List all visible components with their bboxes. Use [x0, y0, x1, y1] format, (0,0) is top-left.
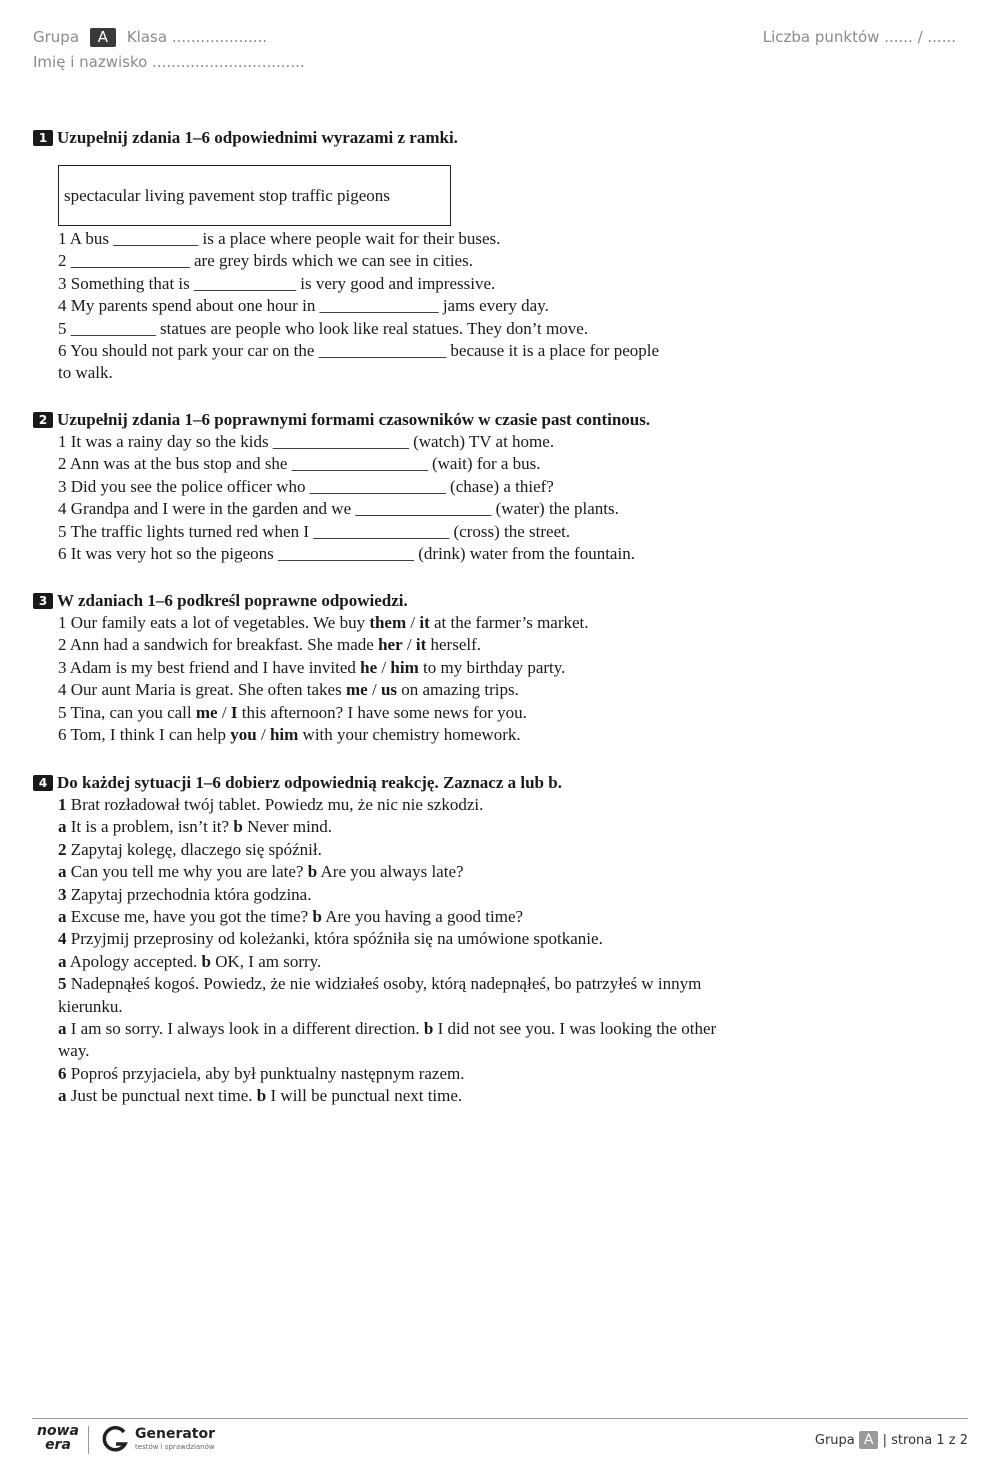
line-text: at the farmer’s market.: [429, 613, 589, 632]
option-b-label[interactable]: b: [201, 951, 211, 971]
line-text: 4 Our aunt Maria is great. She often takes: [58, 680, 346, 700]
line-text: to my birthday party.: [418, 657, 566, 677]
exercise-number-badge: 4: [33, 775, 53, 791]
response-line: [58, 816, 733, 838]
situation-text: Nadepnąłeś kogoś. Powiedz, że nie widziałeś osoby, którą nadepnąłeś, bo patrzyłeś w innym kierunku.: [58, 974, 702, 1016]
option-a-label[interactable]: a: [58, 817, 67, 837]
nowa-era-logo: [33, 1424, 83, 1452]
class-field: Klasa ....................: [126, 28, 268, 46]
exercise-line: 4 My parents spend about one hour in ______________ jams every day.: [58, 296, 549, 316]
situation-text: Zapytaj kolegę, dlaczego się spóźnił.: [66, 839, 322, 859]
option-b[interactable]: him: [269, 725, 299, 745]
exercise-line: 2 Ann was at the bus stop and she ________________ (wait) for a bus.: [58, 454, 541, 474]
situation-number: 3: [58, 884, 67, 904]
option-a-label[interactable]: a: [58, 951, 67, 971]
exercise-line: 2 ______________ are grey birds which we can see in cities.: [58, 251, 473, 271]
situation-text: Przyjmij przeprosiny od koleżanki, która spóźniła się na umówione spotkanie.: [66, 929, 603, 949]
exercise-line: 5 __________ statues are people who look like real statues. They don’t move.: [58, 318, 589, 338]
exercise-4-lines: [33, 794, 733, 1108]
exercise-4-title: [33, 772, 733, 794]
line-text: on amazing trips.: [397, 680, 519, 700]
option-b-label[interactable]: b: [256, 1086, 267, 1106]
exercise-number-badge: 3: [33, 593, 53, 609]
exercise-3-title: [33, 590, 733, 612]
generator-logo: [100, 1424, 216, 1454]
footer-divider: [32, 1418, 968, 1419]
situation-line: [58, 973, 733, 1018]
option-a[interactable]: you: [230, 725, 257, 745]
response-line: [58, 951, 733, 973]
option-a[interactable]: them: [369, 613, 407, 632]
option-b-label[interactable]: b: [423, 1019, 434, 1039]
option-a-label[interactable]: a: [58, 862, 67, 882]
separator: /: [256, 725, 270, 745]
option-b[interactable]: us: [380, 680, 398, 700]
option-b-text: OK, I am sorry.: [210, 951, 322, 971]
word-box: spectacular living pavement stop traffic pigeons: [58, 165, 451, 226]
option-b-text: I will be punctual next time.: [266, 1086, 463, 1106]
line-text: 3 Adam is my best friend and I have invited: [58, 657, 361, 677]
response-line: [58, 1018, 733, 1063]
situation-text: Zapytaj przechodnia która godzina.: [66, 884, 312, 904]
response-line: [58, 861, 733, 883]
situation-text: Brat rozładował twój tablet. Powiedz mu, że nic nie szkodzi.: [66, 795, 484, 814]
option-b-text: Are you having a good time?: [321, 907, 524, 927]
response-line: [58, 1085, 733, 1107]
exercise-1-title: [33, 127, 733, 149]
page-number: | strona 1 z 2: [882, 1433, 968, 1448]
choice-line: [58, 679, 733, 701]
exercise-2-title: [33, 409, 733, 431]
line-text: 2 Ann had a sandwich for breakfast. She made: [58, 635, 379, 655]
exercise-line: to walk.: [58, 363, 113, 383]
logo-top-text: nowa: [37, 1423, 79, 1439]
choice-line: [58, 724, 733, 746]
points-field: Liczba punktów ...... / ......: [762, 28, 956, 46]
line-text: this afternoon? I have some news for you.: [237, 702, 527, 722]
choice-line: [58, 612, 733, 634]
option-b-text: Are you always late?: [317, 862, 464, 882]
choice-line: [58, 634, 733, 656]
group-badge: A: [90, 28, 116, 47]
separator: /: [377, 657, 391, 677]
separator: /: [217, 702, 231, 722]
situation-line: [58, 839, 733, 861]
logo-divider: [88, 1426, 89, 1454]
situation-number: 5: [58, 974, 67, 994]
exercise-line: 5 The traffic lights turned red when I ________________ (cross) the street.: [58, 521, 571, 541]
option-a-text: Excuse me, have you got the time?: [66, 907, 313, 927]
option-b-label[interactable]: b: [233, 817, 243, 837]
separator: /: [367, 680, 381, 700]
option-a[interactable]: me: [195, 702, 218, 722]
option-b[interactable]: it: [419, 613, 430, 632]
situation-line: [58, 928, 733, 950]
generator-subtitle: testów i sprawdzianów: [135, 1443, 215, 1451]
option-a-label[interactable]: a: [58, 907, 67, 927]
response-line: [58, 906, 733, 928]
exercise-1-lines: [33, 228, 758, 385]
exercise-line: 6 You should not park your car on the _______________ because it is a place for people: [58, 341, 660, 361]
option-a-text: It is a problem, isn’t it?: [66, 817, 234, 837]
footer-page-info: [815, 1431, 968, 1449]
generator-g-icon: [100, 1424, 130, 1454]
option-b[interactable]: it: [415, 635, 427, 655]
separator: /: [406, 613, 420, 632]
option-a-text: Apology accepted.: [66, 951, 202, 971]
separator: /: [402, 635, 416, 655]
option-b-label[interactable]: b: [307, 862, 318, 882]
option-b[interactable]: I: [230, 702, 238, 722]
footer-group-badge: A: [859, 1431, 879, 1449]
option-a-label[interactable]: a: [58, 1019, 67, 1039]
option-a[interactable]: he: [360, 657, 378, 677]
exercise-3: [33, 590, 733, 746]
option-a-text: Just be punctual next time.: [66, 1086, 257, 1106]
line-text: 6 Tom, I think I can help: [58, 725, 231, 745]
line-text: with your chemistry homework.: [298, 725, 521, 745]
exercise-title-text: Uzupełnij zdania 1–6 odpowiednimi wyrazami z ramki.: [57, 128, 458, 147]
exercise-title-text: Uzupełnij zdania 1–6 poprawnymi formami czasowników w czasie past continous.: [57, 410, 651, 429]
header-group: [33, 28, 267, 47]
situation-text: Poproś przyjaciela, aby był punktualny następnym razem.: [66, 1063, 465, 1083]
option-b-text: Never mind.: [242, 817, 333, 837]
footer-group-label: Grupa: [814, 1433, 855, 1448]
generator-title: Generator: [135, 1426, 216, 1442]
exercise-number-badge: 2: [33, 412, 53, 428]
option-b-label[interactable]: b: [312, 907, 322, 927]
exercise-3-lines: [33, 612, 733, 746]
line-text: herself.: [426, 635, 482, 655]
option-a[interactable]: me: [345, 680, 368, 700]
group-label: Grupa: [33, 28, 80, 46]
exercise-title-text: W zdaniach 1–6 podkreśl poprawne odpowiedzi.: [57, 591, 408, 610]
exercise-4: [33, 772, 733, 1108]
situation-number: 2: [58, 839, 67, 859]
situation-line: [58, 794, 733, 816]
choice-line: [58, 657, 733, 679]
option-b[interactable]: him: [390, 657, 419, 677]
situation-line: [58, 884, 733, 906]
exercise-line: 3 Did you see the police officer who ________________ (chase) a thief?: [58, 476, 554, 496]
choice-line: [58, 702, 733, 724]
line-text: 5 Tina, can you call: [58, 702, 196, 722]
situation-number: 1: [58, 795, 67, 814]
option-a[interactable]: her: [378, 635, 403, 655]
exercise-2-lines: [33, 431, 733, 565]
name-field: Imię i nazwisko ................................: [33, 53, 305, 71]
logo-bottom-text: era: [45, 1437, 71, 1453]
exercise-line: 6 It was very hot so the pigeons ________________ (drink) water from the fountain.: [58, 544, 635, 564]
exercise-1: [33, 127, 733, 149]
exercise-2: [33, 409, 733, 565]
exercise-title-text: Do każdej sytuacji 1–6 dobierz odpowiednią reakcję. Zaznacz a lub b.: [57, 773, 562, 792]
situation-line: [58, 1063, 733, 1085]
situation-number: 4: [58, 929, 67, 949]
exercise-line: 1 A bus __________ is a place where people wait for their buses.: [58, 229, 501, 248]
option-a-text: Can you tell me why you are late?: [66, 862, 308, 882]
exercise-line: 3 Something that is ____________ is very good and impressive.: [58, 273, 496, 293]
option-a-label[interactable]: a: [58, 1086, 67, 1106]
option-a-text: I am so sorry. I always look in a different direction.: [66, 1019, 424, 1039]
exercise-line: 1 It was a rainy day so the kids ________________ (watch) TV at home.: [58, 432, 555, 451]
exercise-number-badge: 1: [33, 130, 53, 146]
situation-number: 6: [58, 1063, 67, 1083]
line-text: 1 Our family eats a lot of vegetables. We buy: [58, 613, 370, 632]
option-b-text: I did not see you. I was looking the other way.: [58, 1019, 717, 1061]
exercise-line: 4 Grandpa and I were in the garden and we ________________ (water) the plants.: [58, 499, 619, 519]
